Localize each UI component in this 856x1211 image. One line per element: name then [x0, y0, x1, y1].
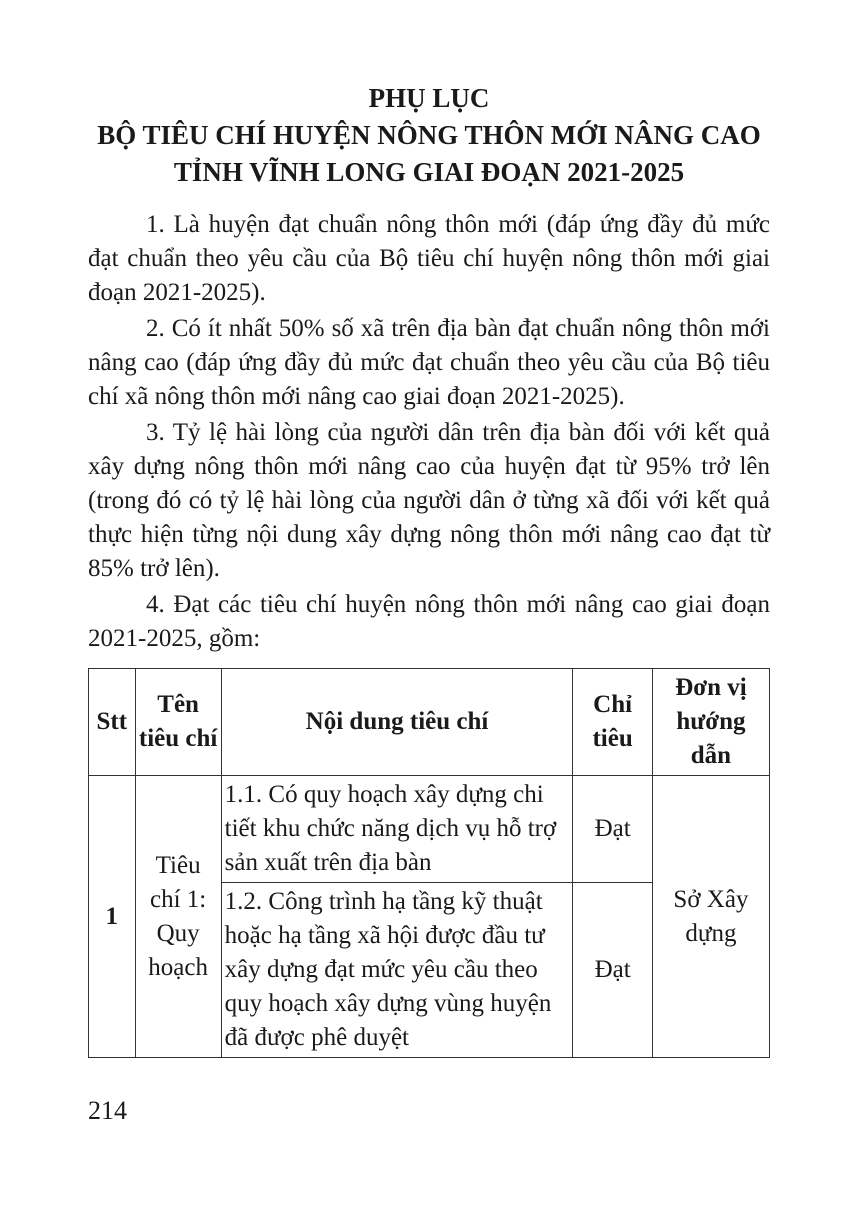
row-content-1-2: 1.2. Công trình hạ tầng kỹ thuật hoặc hạ tầng xã hội được đầu tư xây dựng đạt mức yêu cầu theo quy hoạch xây dựng vùng huyện đã được phê duyệt	[221, 883, 573, 1058]
table-row	[89, 776, 770, 883]
document-heading	[88, 80, 770, 191]
criteria-set-title: BỘ TIÊU CHÍ HUYỆN NÔNG THÔN MỚI NÂNG CAO	[97, 120, 761, 150]
header-stt: Stt	[89, 669, 136, 776]
row-content-1-1: 1.1. Có quy hoạch xây dựng chi tiết khu chức năng dịch vụ hỗ trợ sản xuất trên địa bàn	[221, 776, 573, 883]
criteria-table	[88, 668, 770, 1058]
paragraph-4: 4. Đạt các tiêu chí huyện nông thôn mới nâng cao giai đoạn 2021-2025, gồm:	[88, 591, 770, 652]
criteria-set-subtitle: TỈNH VĨNH LONG GIAI ĐOẠN 2021-2025	[173, 157, 685, 187]
table-header-row	[89, 669, 770, 776]
row-criteria-name: Tiêu chí 1: Quy hoạch	[135, 776, 221, 1058]
page-number: 214	[88, 1096, 127, 1125]
header-criteria-content: Nội dung tiêu chí	[221, 669, 573, 776]
paragraph-3: 3. Tỷ lệ hài lòng của người dân trên địa bàn đối với kết quả xây dựng nông thôn mới nâng cao của huyện đạt từ 95% trở lên (trong đó có tỷ lệ hài lòng của người dân ở từng xã đối với kết quả thực hiện từng nội dung xây dựng nông thôn mới nâng cao đạt từ 85% trở lên).	[88, 419, 770, 582]
appendix-title: PHỤ LỤC	[368, 83, 490, 113]
header-target: Chỉ tiêu	[573, 669, 652, 776]
paragraph-2: 2. Có ít nhất 50% số xã trên địa bàn đạt chuẩn nông thôn mới nâng cao (đáp ứng đầy đủ mức đạt chuẩn theo yêu cầu của Bộ tiêu chí xã nông thôn mới nâng cao giai đoạn 2021-2025).	[88, 315, 770, 410]
row-stt: 1	[89, 776, 136, 1058]
row-target-1-1: Đạt	[573, 776, 652, 883]
header-guiding-unit: Đơn vị hướng dẫn	[652, 669, 769, 776]
row-guiding-unit: Sở Xây dựng	[652, 776, 769, 1058]
paragraph-1: 1. Là huyện đạt chuẩn nông thôn mới (đáp ứng đầy đủ mức đạt chuẩn theo yêu cầu của Bộ tiêu chí huyện nông thôn mới giai đoạn 2021-2025).	[88, 211, 770, 306]
header-criteria-name: Tên tiêu chí	[135, 669, 221, 776]
document-page	[88, 80, 770, 656]
row-target-1-2: Đạt	[573, 883, 652, 1058]
